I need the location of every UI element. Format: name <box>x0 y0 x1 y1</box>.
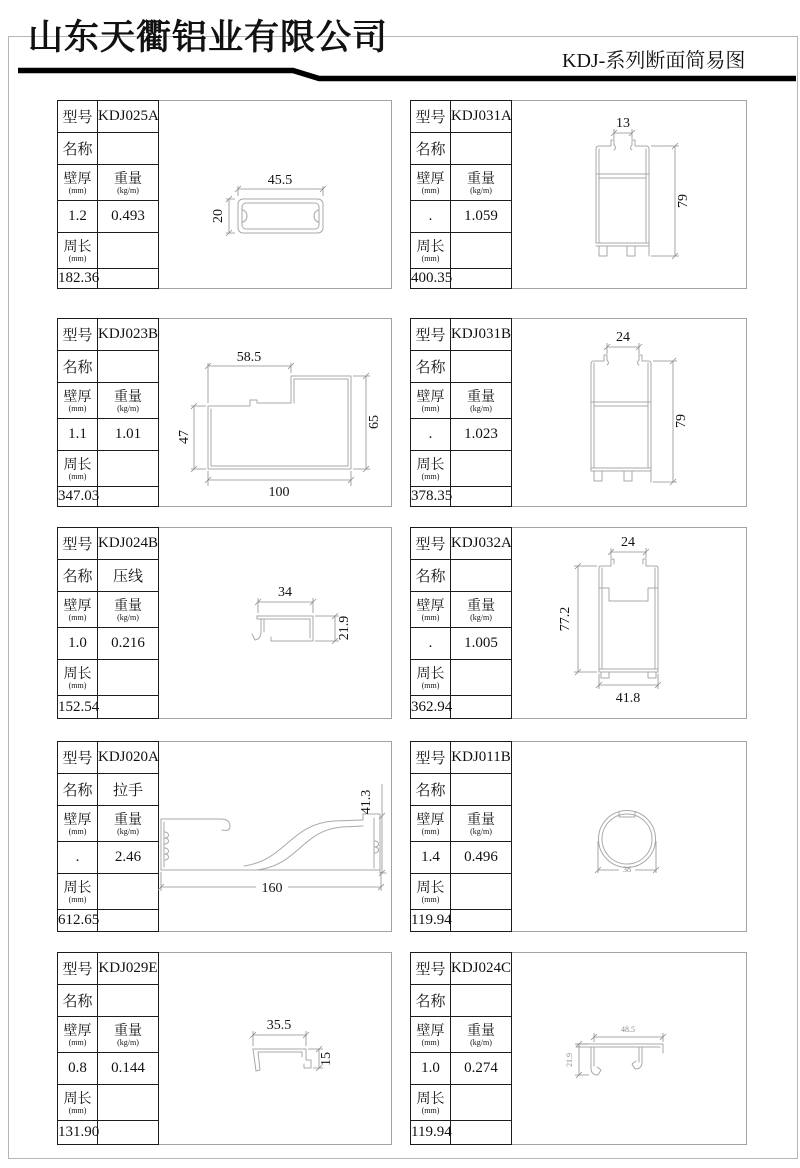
perimeter-value: 131.90 <box>58 1121 98 1145</box>
name-label: 名称 <box>58 985 98 1017</box>
weight-label: 重量 (kg/m) <box>451 165 512 201</box>
dim-height: 41.3 <box>359 789 374 815</box>
model-value: KDJ011B <box>451 742 512 774</box>
profile-drawing <box>158 101 391 288</box>
thickness-label: 壁厚 (mm) <box>411 592 451 628</box>
model-value: KDJ029E <box>98 953 159 985</box>
dim-bottom-width: 100 <box>268 485 290 500</box>
perimeter-value: 347.03 <box>58 487 98 507</box>
profile-drawing <box>511 319 744 506</box>
model-value: KDJ032A <box>451 528 512 560</box>
weight-label: 重量 (kg/m) <box>98 165 159 201</box>
thickness-label: 壁厚 (mm) <box>411 165 451 201</box>
spec-table <box>410 318 512 507</box>
dim-width: 35.5 <box>266 1018 292 1033</box>
profile-card-kdj025a <box>57 100 392 289</box>
model-label: 型号 <box>411 319 451 351</box>
weight-value: 0.274 <box>451 1053 512 1085</box>
name-value: 压线 <box>98 560 159 592</box>
profile-card-kdj031b <box>410 318 747 507</box>
thickness-label: 壁厚 (mm) <box>411 806 451 842</box>
name-value <box>98 985 159 1017</box>
profile-card-kdj031a <box>410 100 747 289</box>
dim-width: 45.5 <box>267 173 293 188</box>
thickness-label: 壁厚 (mm) <box>58 165 98 201</box>
name-value <box>98 351 159 383</box>
weight-label: 重量 (kg/m) <box>98 1017 159 1053</box>
weight-value: 0.493 <box>98 201 159 233</box>
model-value: KDJ023B <box>98 319 159 351</box>
perimeter-label: 周长 (mm) <box>411 874 451 910</box>
name-label: 名称 <box>58 774 98 806</box>
thickness-value: 1.2 <box>58 201 98 233</box>
thickness-value: 1.1 <box>58 419 98 451</box>
thickness-value: . <box>411 419 451 451</box>
spec-table <box>410 527 512 719</box>
model-label: 型号 <box>58 319 98 351</box>
perimeter-label: 周长 (mm) <box>58 874 98 910</box>
model-value: KDJ024C <box>451 953 512 985</box>
thickness-label: 壁厚 (mm) <box>411 383 451 419</box>
profile-drawing <box>511 101 744 288</box>
perimeter-value: 182.36 <box>58 269 98 289</box>
name-value <box>451 774 512 806</box>
weight-label: 重量 (kg/m) <box>98 592 159 628</box>
weight-label: 重量 (kg/m) <box>451 806 512 842</box>
perimeter-value: 362.94 <box>411 696 451 719</box>
dim-width: 34 <box>278 585 292 600</box>
dim-left-height: 47 <box>177 430 192 444</box>
perimeter-label: 周长 (mm) <box>58 233 98 269</box>
model-label: 型号 <box>411 742 451 774</box>
spec-table <box>57 318 159 507</box>
spec-table <box>410 741 512 932</box>
model-label: 型号 <box>411 528 451 560</box>
name-value <box>451 351 512 383</box>
name-label: 名称 <box>58 560 98 592</box>
dim-diameter: 38 <box>623 865 631 874</box>
profile-drawing <box>158 742 391 929</box>
perimeter-label: 周长 (mm) <box>58 660 98 696</box>
model-label: 型号 <box>411 101 451 133</box>
perimeter-label: 周长 (mm) <box>58 451 98 487</box>
spec-table <box>57 741 159 932</box>
dim-right-height: 65 <box>367 415 382 429</box>
dim-height: 21.9 <box>565 1053 574 1067</box>
profile-card-kdj029e <box>57 952 392 1145</box>
weight-label: 重量 (kg/m) <box>98 806 159 842</box>
model-value: KDJ024B <box>98 528 159 560</box>
weight-value: 1.059 <box>451 201 512 233</box>
profile-drawing <box>511 953 744 1140</box>
dim-height: 20 <box>211 209 226 223</box>
profile-card-kdj032a <box>410 527 747 719</box>
spec-table <box>410 100 512 289</box>
name-value <box>451 133 512 165</box>
perimeter-value: 378.35 <box>411 487 451 507</box>
dim-height: 79 <box>676 194 691 208</box>
model-label: 型号 <box>58 742 98 774</box>
profile-drawing <box>511 742 744 929</box>
name-label: 名称 <box>411 351 451 383</box>
name-label: 名称 <box>411 560 451 592</box>
title-rule <box>0 0 800 90</box>
weight-label: 重量 (kg/m) <box>451 383 512 419</box>
thickness-label: 壁厚 (mm) <box>58 806 98 842</box>
spec-table <box>57 527 159 719</box>
dim-width: 160 <box>261 881 283 896</box>
weight-value: 2.46 <box>98 842 159 874</box>
name-value <box>98 133 159 165</box>
perimeter-label: 周长 (mm) <box>411 1085 451 1121</box>
model-value: KDJ031A <box>451 101 512 133</box>
model-label: 型号 <box>411 953 451 985</box>
name-value: 拉手 <box>98 774 159 806</box>
perimeter-value: 119.94 <box>411 1121 451 1145</box>
profile-drawing <box>511 528 744 715</box>
dim-notch: 13 <box>616 116 630 131</box>
dim-notch: 24 <box>621 535 635 550</box>
perimeter-value: 152.54 <box>58 696 98 719</box>
weight-value: 0.144 <box>98 1053 159 1085</box>
dim-bottom-width: 41.8 <box>615 691 641 706</box>
profile-card-kdj020a <box>57 741 392 932</box>
thickness-label: 壁厚 (mm) <box>58 383 98 419</box>
thickness-label: 壁厚 (mm) <box>58 592 98 628</box>
thickness-label: 壁厚 (mm) <box>411 1017 451 1053</box>
name-value <box>451 985 512 1017</box>
name-label: 名称 <box>411 985 451 1017</box>
spec-table <box>57 952 159 1145</box>
weight-label: 重量 (kg/m) <box>451 592 512 628</box>
spec-table <box>410 952 512 1145</box>
model-value: KDJ025A <box>98 101 159 133</box>
profile-card-kdj023b <box>57 318 392 507</box>
profile-card-kdj024c <box>410 952 747 1145</box>
name-label: 名称 <box>411 133 451 165</box>
profile-drawing <box>158 528 391 715</box>
thickness-label: 壁厚 (mm) <box>58 1017 98 1053</box>
perimeter-value: 119.94 <box>411 910 451 932</box>
model-value: KDJ020A <box>98 742 159 774</box>
profile-drawing <box>158 319 391 506</box>
weight-value: 0.216 <box>98 628 159 660</box>
perimeter-label: 周长 (mm) <box>411 660 451 696</box>
name-label: 名称 <box>58 351 98 383</box>
perimeter-label: 周长 (mm) <box>411 233 451 269</box>
model-label: 型号 <box>58 101 98 133</box>
weight-value: 1.023 <box>451 419 512 451</box>
name-label: 名称 <box>58 133 98 165</box>
thickness-value: 1.4 <box>411 842 451 874</box>
weight-label: 重量 (kg/m) <box>98 383 159 419</box>
thickness-value: . <box>411 628 451 660</box>
thickness-value: . <box>411 201 451 233</box>
dim-notch: 24 <box>616 330 630 345</box>
model-value: KDJ031B <box>451 319 512 351</box>
dim-height: 79 <box>674 414 689 428</box>
name-value <box>451 560 512 592</box>
dim-height: 15 <box>319 1052 334 1066</box>
profile-drawing <box>158 953 391 1140</box>
name-label: 名称 <box>411 774 451 806</box>
profile-card-kdj011b <box>410 741 747 932</box>
weight-value: 1.005 <box>451 628 512 660</box>
thickness-value: 1.0 <box>58 628 98 660</box>
profile-card-kdj024b <box>57 527 392 719</box>
perimeter-value: 400.35 <box>411 269 451 289</box>
perimeter-label: 周长 (mm) <box>58 1085 98 1121</box>
weight-value: 0.496 <box>451 842 512 874</box>
dim-top-width: 58.5 <box>236 350 262 365</box>
weight-value: 1.01 <box>98 419 159 451</box>
dim-height: 77.2 <box>558 606 573 632</box>
thickness-value: . <box>58 842 98 874</box>
weight-label: 重量 (kg/m) <box>451 1017 512 1053</box>
spec-table <box>57 100 159 289</box>
perimeter-value: 612.65 <box>58 910 98 932</box>
company-title: 山东天衢铝业有限公司 <box>28 18 389 57</box>
dim-width: 48.5 <box>621 1025 635 1034</box>
perimeter-label: 周长 (mm) <box>411 451 451 487</box>
dim-height: 21.9 <box>337 615 352 641</box>
model-label: 型号 <box>58 528 98 560</box>
sheet-subtitle: KDJ-系列断面简易图 <box>562 50 746 72</box>
model-label: 型号 <box>58 953 98 985</box>
thickness-value: 0.8 <box>58 1053 98 1085</box>
thickness-value: 1.0 <box>411 1053 451 1085</box>
